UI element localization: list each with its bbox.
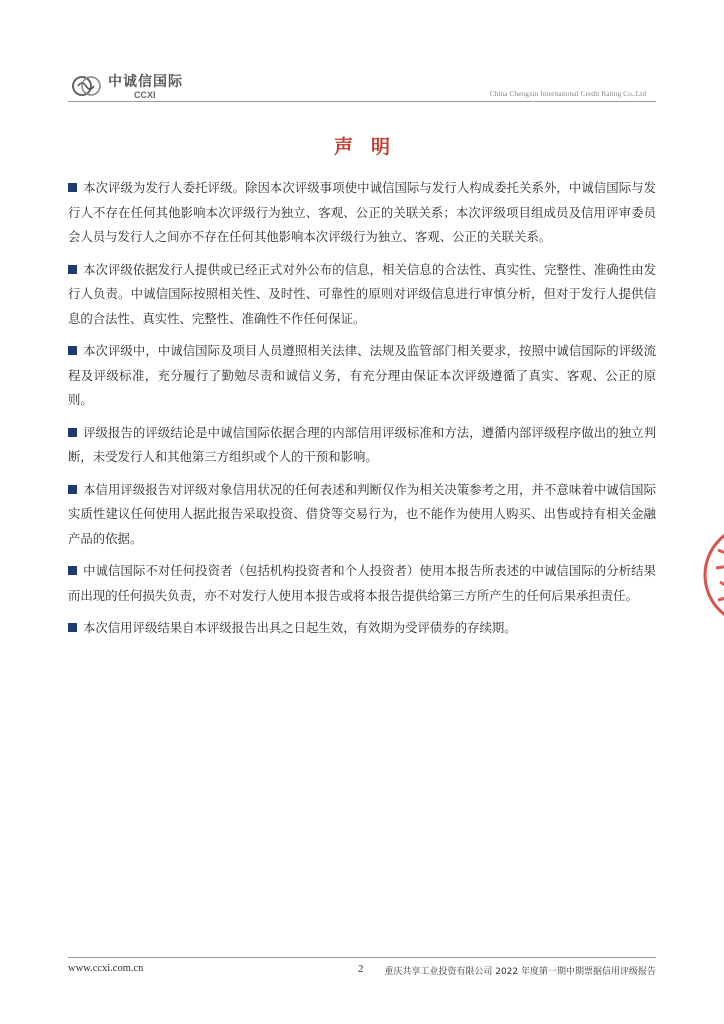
red-seal-stamp [700, 520, 724, 630]
page-number: 2 [358, 963, 364, 975]
declaration-item [68, 421, 656, 470]
declaration-item [68, 258, 656, 332]
square-bullet-icon [68, 346, 77, 355]
square-bullet-icon [68, 485, 77, 494]
company-english-name: China Chengxin International Credit Rating Co.,Ltd [489, 89, 646, 98]
square-bullet-icon [68, 623, 77, 632]
declaration-item [68, 616, 656, 641]
footer-website: www.ccxi.com.cn [68, 963, 144, 974]
footer-report-title: 重庆共享工业投资有限公司 2022 年度第一期中期票据信用评级报告 [384, 967, 656, 977]
square-bullet-icon [68, 265, 77, 274]
page-header [68, 72, 656, 102]
declaration-list [68, 176, 656, 649]
ccxi-logo-icon [70, 74, 104, 98]
declaration-item [68, 478, 656, 552]
declaration-text: 本信用评级报告对评级对象信用状况的任何表述和判断仅作为相关决策参考之用，并不意味着中诚信国际实质性建议任何使用人据此报告采取投资、借贷等交易行为，也不能作为使用人购买、出售或持有相关金融产品的依据。 [68, 481, 656, 546]
declaration-item [68, 339, 656, 413]
declaration-text: 中诚信国际不对任何投资者（包括机构投资者和个人投资者）使用本报告所表述的中诚信国际的分析结果而出现的任何损失负责，亦不对发行人使用本报告或将本报告提供给第三方所产生的任何后果承担责任。 [68, 563, 656, 603]
square-bullet-icon [68, 428, 77, 437]
logo-english-text: CCXI [134, 90, 156, 100]
header-divider [68, 101, 656, 102]
declaration-text: 本次评级依据发行人提供或已经正式对外公布的信息，相关信息的合法性、真实性、完整性、准确性由发行人负责。中诚信国际按照相关性、及时性、可靠性的原则对评级信息进行审慎分析，但对于发行人提供信息的合法性、真实性、完整性、准确性不作任何保证。 [68, 261, 656, 326]
ccxi-logo [68, 72, 198, 102]
declaration-item [68, 559, 656, 608]
logo-chinese-text: 中诚信国际 [108, 74, 183, 90]
declaration-text: 本次评级中，中诚信国际及项目人员遵照相关法律、法规及监管部门相关要求，按照中诚信国际的评级流程及评级标准，充分履行了勤勉尽责和诚信义务，有充分理由保证本次评级遵循了真实、客观、公正的原则。 [68, 343, 656, 407]
footer-divider [68, 957, 656, 958]
square-bullet-icon [68, 183, 77, 192]
declaration-item [68, 176, 656, 250]
declaration-text: 评级报告的评级结论是中诚信国际依据合理的内部信用评级标准和方法，遵循内部评级程序做出的独立判断，未受发行人和其他第三方组织或个人的干预和影响。 [68, 424, 656, 464]
square-bullet-icon [68, 566, 77, 575]
declaration-text: 本次信用评级结果自本评级报告出具之日起生效，有效期为受评债券的存续期。 [83, 620, 517, 635]
declaration-text: 本次评级为发行人委托评级。除因本次评级事项使中诚信国际与发行人构成委托关系外，中诚信国际与发行人不存在任何其他影响本次评级行为独立、客观、公正的关联关系；本次评级项目组成员及信用评审委员会人员与发行人之间亦不存在任何其他影响本次评级行为独立、客观、公正的关联关系。 [68, 180, 656, 244]
page-title: 声明 [333, 136, 408, 158]
